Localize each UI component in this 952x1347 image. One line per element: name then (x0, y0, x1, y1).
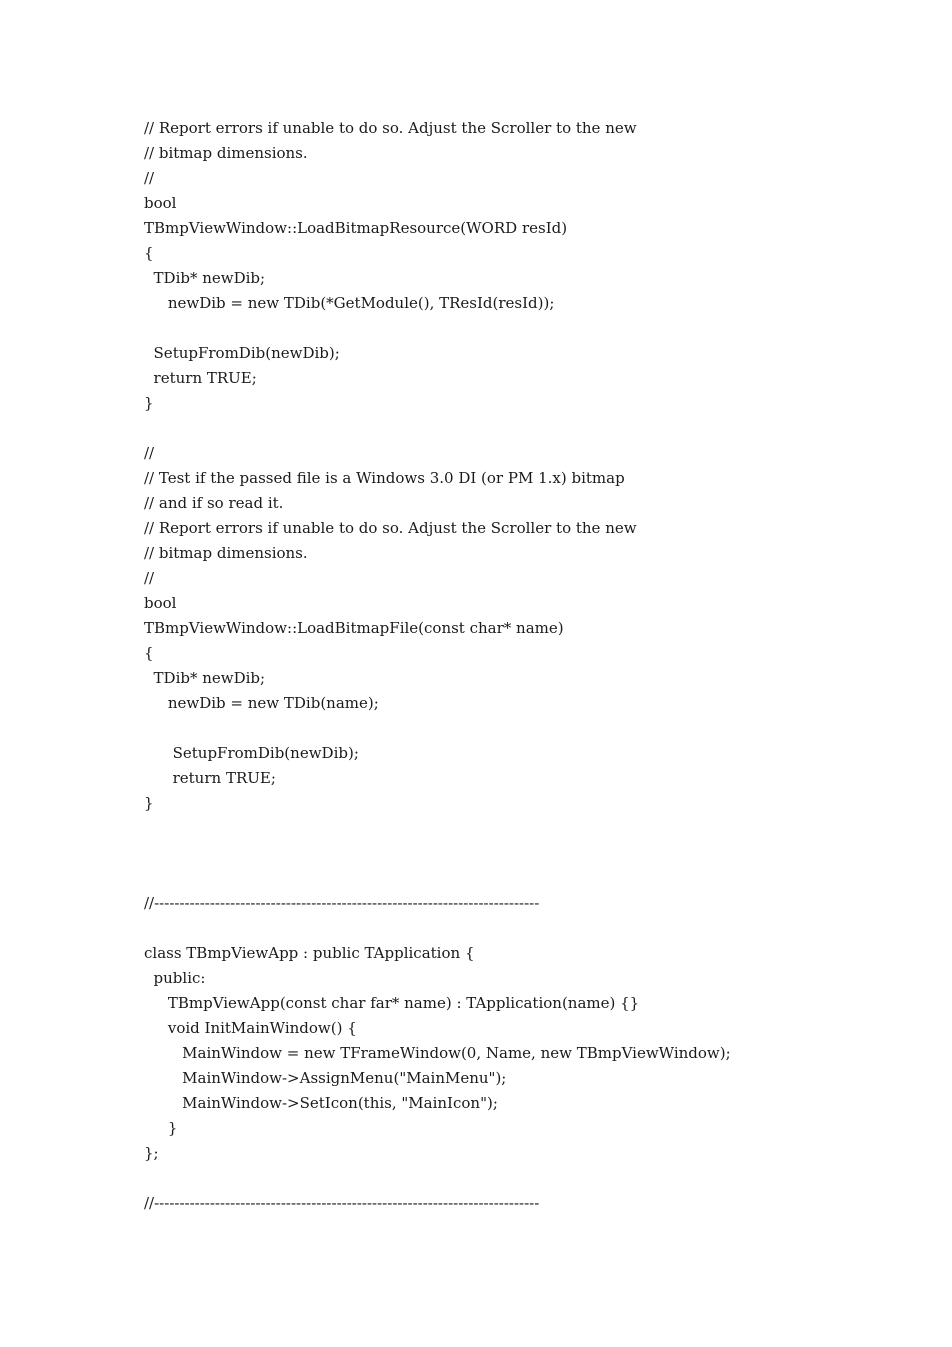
code-line: newDib = new TDib(*GetModule(), TResId(resId)); (144, 294, 555, 312)
code-line: // bitmap dimensions. (144, 544, 308, 562)
code-line: SetupFromDib(newDib); (144, 744, 359, 762)
blank-line (144, 841, 731, 866)
code-line: public: (144, 969, 206, 987)
blank-line (144, 866, 731, 891)
code-line: bool (144, 594, 177, 612)
code-line: //---------------------------------------------------------------------------- (144, 1194, 540, 1212)
blank-line (144, 1166, 731, 1191)
blank-line (144, 316, 731, 341)
code-line: { (144, 244, 154, 262)
code-line: MainWindow->AssignMenu("MainMenu"); (144, 1069, 507, 1087)
code-line: return TRUE; (144, 769, 276, 787)
code-line: // (144, 569, 155, 587)
code-line: // Test if the passed file is a Windows 3.0 DI (or PM 1.x) bitmap (144, 469, 625, 487)
code-line: TBmpViewWindow::LoadBitmapResource(WORD resId) (144, 219, 568, 237)
code-line: } (144, 394, 154, 412)
code-line: return TRUE; (144, 369, 257, 387)
code-line: }; (144, 1144, 159, 1162)
code-line: MainWindow->SetIcon(this, "MainIcon"); (144, 1094, 498, 1112)
blank-line (144, 416, 731, 441)
code-line: class TBmpViewApp : public TApplication { (144, 944, 475, 962)
code-line: TDib* newDib; (144, 669, 266, 687)
blank-line (144, 716, 731, 741)
code-line: bool (144, 194, 177, 212)
code-line: void InitMainWindow() { (144, 1019, 357, 1037)
code-line: // (144, 169, 155, 187)
code-line: MainWindow = new TFrameWindow(0, Name, new TBmpViewWindow); (144, 1044, 731, 1062)
code-line: // (144, 444, 155, 462)
code-line: { (144, 644, 154, 662)
code-line: newDib = new TDib(name); (144, 694, 379, 712)
code-line: TDib* newDib; (144, 269, 266, 287)
code-line: // Report errors if unable to do so. Adjust the Scroller to the new (144, 519, 637, 537)
code-line: TBmpViewApp(const char far* name) : TApplication(name) {} (144, 994, 640, 1012)
code-line: } (144, 1119, 178, 1137)
code-line: // and if so read it. (144, 494, 284, 512)
blank-line (144, 916, 731, 941)
code-line: // Report errors if unable to do so. Adjust the Scroller to the new (144, 119, 637, 137)
code-line: } (144, 794, 154, 812)
blank-line (144, 816, 731, 841)
code-line: TBmpViewWindow::LoadBitmapFile(const char* name) (144, 619, 564, 637)
code-listing (144, 116, 731, 1216)
code-line: //---------------------------------------------------------------------------- (144, 894, 540, 912)
code-line: SetupFromDib(newDib); (144, 344, 340, 362)
code-line: // bitmap dimensions. (144, 144, 308, 162)
